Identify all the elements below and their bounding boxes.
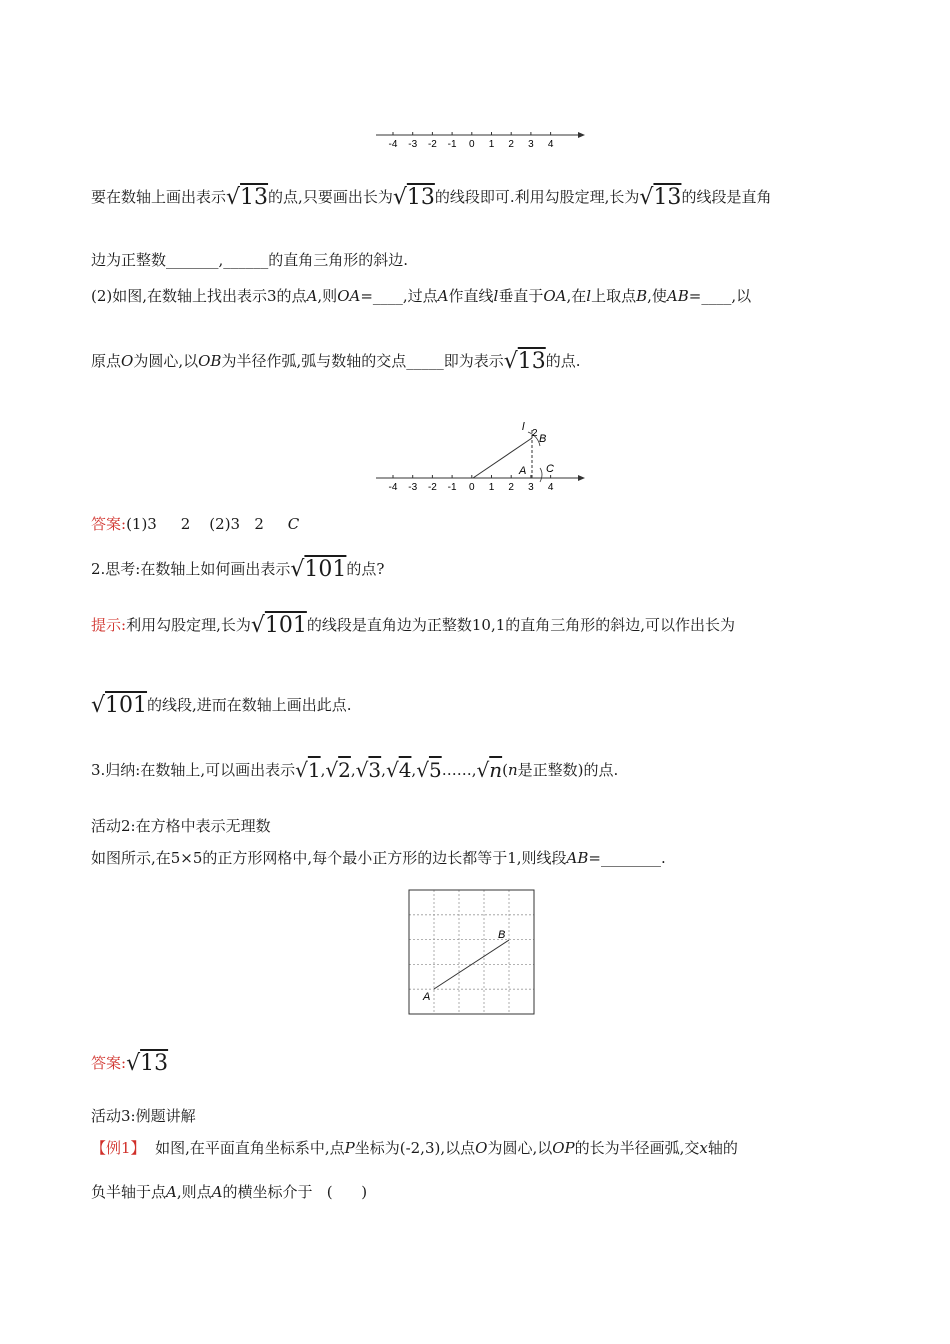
tick-label: -4 xyxy=(388,139,398,150)
sqrt-n-radical: √n xyxy=(476,758,503,782)
tick-label: 2 xyxy=(508,482,514,492)
label-l: l xyxy=(522,421,525,433)
sqrt-101-radical: √101 xyxy=(250,613,307,638)
sqrt-1-radical: √1 xyxy=(295,758,321,782)
paragraph-2-line-1: (2)如图,在数轴上找出表示3的点A,则OA=____,过点A作直线l垂直于OA,在l上取点B,使AB=____,以 xyxy=(91,287,752,305)
grid-figure xyxy=(406,888,536,1016)
number-line-figure-2 xyxy=(370,416,590,492)
sqrt-3-radical: √3 xyxy=(355,758,382,782)
question-3: 3.归纳:在数轴上,可以画出表示√1,√2,√3,√4,√5……,√n(n是正整数)的点. xyxy=(91,758,619,782)
tick-label: 4 xyxy=(547,482,554,492)
activity-3-title: 活动3:例题讲解 xyxy=(91,1107,196,1125)
sqrt-5-radical: √5 xyxy=(416,758,442,782)
sqrt-13-radical: √13 xyxy=(639,185,682,210)
activity-2-title: 活动2:在方格中表示无理数 xyxy=(91,817,271,835)
tick-label: 0 xyxy=(469,139,475,150)
answer-1: 答案:(1)3 2 (2)3 2 C xyxy=(91,515,300,533)
example-1-line-2: 负半轴于点A,则点A的横坐标介于 ( ) xyxy=(91,1183,368,1201)
paragraph-2-line-2: 原点O为圆心,以OB为半径作弧,弧与数轴的交点_____即为表示√13的点. xyxy=(91,349,581,374)
tick-label: -2 xyxy=(427,139,437,150)
label-B: B xyxy=(498,929,506,941)
tick-label: 1 xyxy=(488,482,495,492)
tick-label: 0 xyxy=(469,482,475,492)
tick-label: 1 xyxy=(488,139,495,150)
paragraph-1-line-1: 要在数轴上画出表示√13的点,只要画出长为√13的线段即可.利用勾股定理,长为√13的线段是直角 xyxy=(91,185,772,210)
sqrt-13-radical: √13 xyxy=(392,185,435,210)
tick-label: -1 xyxy=(447,482,457,492)
answer-2 xyxy=(91,1051,169,1076)
example-1-line-1: 【例1】 如图,在平面直角坐标系中,点P坐标为(-2,3),以点O为圆心,以OP的长为半径画弧,交x轴的 xyxy=(91,1139,738,1157)
answer-label: 答案: xyxy=(91,1054,127,1072)
hint-label: 提示: xyxy=(91,616,127,634)
hint-line-2: √101的线段,进而在数轴上画出此点. xyxy=(91,693,352,718)
sqrt-13-radical: √13 xyxy=(226,185,269,210)
tick-label: -3 xyxy=(408,139,418,150)
sqrt-101-radical: √101 xyxy=(91,693,148,718)
tick-label: -2 xyxy=(427,482,437,492)
tick-label: 3 xyxy=(528,139,534,150)
axis-arrow xyxy=(578,132,585,138)
tick-label: -1 xyxy=(447,139,457,150)
tick-label: -3 xyxy=(408,482,418,492)
tick-label: 2 xyxy=(508,139,514,150)
sqrt-4-radical: √4 xyxy=(385,758,412,782)
label-A: A xyxy=(423,991,431,1003)
label-A: A xyxy=(519,465,527,477)
label-B: B xyxy=(539,433,547,445)
tick-label: 4 xyxy=(547,139,554,150)
answer-label: 答案: xyxy=(91,515,127,533)
example-tag: 【例1】 xyxy=(91,1139,146,1157)
sqrt-101-radical: √101 xyxy=(290,557,347,582)
sqrt-13-radical: √13 xyxy=(126,1051,169,1076)
number-line-figure-1 xyxy=(370,126,590,154)
label-2: 2 xyxy=(532,428,538,439)
hint-line-1: 提示:利用勾股定理,长为√101的线段是直角边为正整数10,1的直角三角形的斜边,可以作出长为 xyxy=(91,613,736,638)
axis-arrow xyxy=(578,475,585,481)
arc-at-C xyxy=(540,468,542,482)
sqrt-13-radical: √13 xyxy=(503,349,546,374)
tick-label: -4 xyxy=(388,482,398,492)
tick-label: 3 xyxy=(528,482,534,492)
activity-2-question: 如图所示,在5×5的正方形网格中,每个最小正方形的边长都等于1,则线段AB=________. xyxy=(91,849,666,867)
question-2: 2.思考:在数轴上如何画出表示√101的点? xyxy=(91,557,385,582)
paragraph-1-line-2: 边为正整数_______,______的直角三角形的斜边. xyxy=(91,251,409,269)
label-C: C xyxy=(546,463,554,475)
sqrt-2-radical: √2 xyxy=(325,758,351,782)
